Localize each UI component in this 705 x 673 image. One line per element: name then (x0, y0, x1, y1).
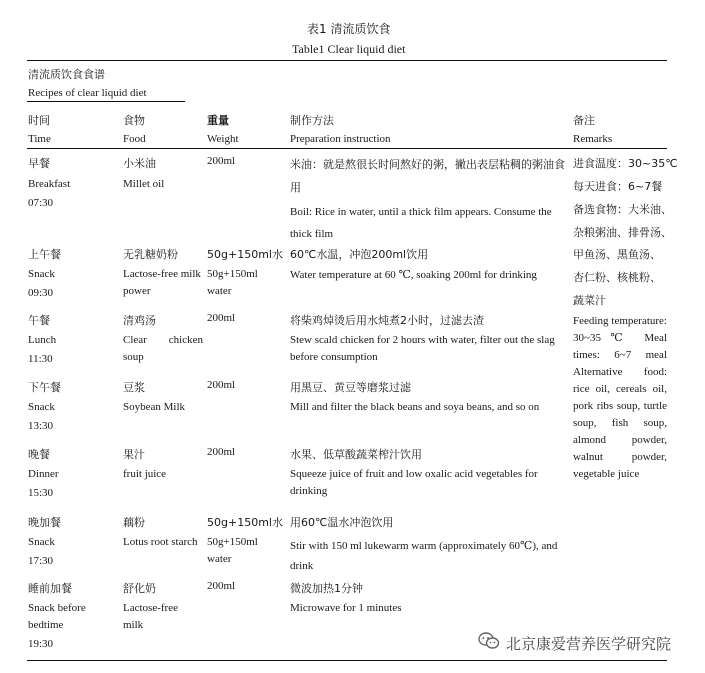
remark-line-cn: 杏仁粉、核桃粉、 (573, 271, 661, 284)
row-food-en: Lactose-free milk power (123, 268, 201, 297)
remark-line-cn: 蔬菜汁 (573, 294, 606, 307)
row-time-en: Snack (28, 401, 55, 413)
row-time-cn: 睡前加餐 (28, 582, 72, 595)
header-prep-en: Preparation instruction (290, 133, 391, 145)
row-prep-en: Stir with 150 ml lukewarm warm (approximately 60℃), and drink (290, 540, 558, 572)
row-time-cn: 下午餐 (28, 381, 61, 394)
row-food-en: fruit juice (123, 468, 167, 480)
row-food-cn: 果汁 (123, 448, 145, 461)
row-food-en: Soybean Milk (123, 401, 186, 413)
table-title-en: Table1 Clear liquid diet (292, 42, 406, 56)
section-title-en: Recipes of clear liquid diet (28, 87, 147, 99)
row-weight: 200ml (207, 580, 236, 592)
row-time-cn: 晚餐 (28, 448, 50, 461)
row-prep-cn: 60℃水温，冲泡200ml饮用 (290, 248, 429, 261)
row-prep-cn: 微波加热1分钟 (290, 582, 363, 595)
row-food-en: Lactose-free milk (123, 602, 178, 631)
remark-line-cn: 杂粮粥油、排骨汤、 (573, 226, 672, 239)
row-time-clock: 19:30 (28, 638, 54, 650)
row-food-en: Clear chicken soup (123, 334, 203, 363)
section-title-cn: 清流质饮食食谱 (28, 68, 105, 81)
row-time-en: Dinner (28, 468, 59, 480)
row-weight: 50g+150ml水 (207, 516, 283, 529)
row-time-en: Snack (28, 536, 55, 548)
row-time-clock: 09:30 (28, 287, 54, 299)
row-prep-cn: 用黑豆、黄豆等磨浆过滤 (290, 381, 411, 394)
row-prep-cn: 将柴鸡焯烫后用水炖煮2小时，过滤去渣 (290, 314, 484, 327)
wechat-icon (478, 632, 500, 655)
row-weight-en: 50g+150ml water (207, 268, 258, 297)
row-prep-en: Water temperature at 60 ℃, soaking 200ml for drinking (290, 269, 537, 281)
table-title-cn: 表1 清流质饮食 (307, 22, 391, 36)
header-rule (27, 148, 667, 149)
row-time-cn: 早餐 (28, 157, 50, 170)
row-food-cn: 清鸡汤 (123, 314, 156, 327)
row-weight: 200ml (207, 446, 236, 458)
header-prep-cn: 制作方法 (290, 114, 334, 127)
row-time-en: Snack (28, 268, 55, 280)
remark-line-cn: 进食温度：30~35℃ (573, 157, 678, 170)
row-time-clock: 15:30 (28, 487, 54, 499)
row-prep-cn: 用60℃温水冲泡饮用 (290, 516, 394, 529)
row-time-en: Snack before bedtime (28, 602, 86, 631)
remark-line-cn: 每天进食：6~7餐 (573, 180, 663, 193)
row-weight-en: 50g+150ml water (207, 536, 258, 565)
header-remarks-cn: 备注 (573, 114, 595, 127)
section-rule (27, 101, 185, 102)
remarks-en: Feeding temperature: 30~35℃ Meal times: 6~7 meal Alternative food: rice oil, cereals oil, pork ribs soup, turtle soup, fish soup, almond powder, walnut powder, vegetable juice (573, 315, 667, 480)
header-weight-cn: 重量 (207, 114, 229, 127)
row-food-cn: 无乳糖奶粉 (123, 248, 178, 261)
row-time-cn: 上午餐 (28, 248, 61, 261)
row-weight: 200ml (207, 379, 236, 391)
row-prep-en: Microwave for 1 minutes (290, 602, 402, 614)
row-time-en: Breakfast (28, 178, 71, 190)
row-time-clock: 07:30 (28, 197, 54, 209)
row-weight: 50g+150ml水 (207, 248, 283, 261)
row-time-cn: 晚加餐 (28, 516, 61, 529)
header-remarks-en: Remarks (573, 133, 613, 145)
row-food-en: Lotus root starch (123, 536, 198, 548)
watermark-text: 北京康爱营养医学研究院 (506, 635, 672, 653)
header-time-cn: 时间 (28, 114, 50, 127)
header-food-en: Food (123, 133, 146, 145)
row-prep-en: Stew scald chicken for 2 hours with water, filter out the slag before consumption (290, 334, 555, 363)
row-weight: 200ml (207, 312, 236, 324)
row-prep-en: Boil: Rice in water, until a thick film appears. Consume the thick film (290, 206, 552, 240)
row-weight: 200ml (207, 155, 236, 167)
row-prep-en: Squeeze juice of fruit and low oxalic acid vegetables for drinking (290, 468, 538, 497)
row-food-cn: 豆浆 (123, 381, 145, 394)
remark-line-cn: 甲鱼汤、黑鱼汤、 (573, 248, 661, 261)
top-rule (27, 60, 667, 61)
row-time-clock: 11:30 (28, 353, 53, 365)
row-prep-cn: 米油：就是熬很长时间熬好的粥，撇出表层粘稠的粥油食用 (290, 158, 565, 194)
row-food-en: Millet oil (123, 178, 165, 190)
header-food-cn: 食物 (123, 114, 145, 127)
row-time-cn: 午餐 (28, 314, 50, 327)
remark-line-cn: 备选食物：大米油、 (573, 203, 672, 216)
header-time-en: Time (28, 133, 51, 145)
row-time-clock: 13:30 (28, 420, 54, 432)
row-time-clock: 17:30 (28, 555, 54, 567)
row-food-cn: 小米油 (123, 157, 156, 170)
row-food-cn: 舒化奶 (123, 582, 156, 595)
bottom-rule (27, 660, 667, 661)
header-weight-en: Weight (207, 133, 239, 145)
row-prep-cn: 水果、低草酸蔬菜榨汁饮用 (290, 448, 422, 461)
row-food-cn: 藕粉 (123, 516, 145, 529)
watermark (478, 632, 671, 655)
row-prep-en: Mill and filter the black beans and soya beans, and so on (290, 401, 540, 413)
row-time-en: Lunch (28, 334, 57, 346)
